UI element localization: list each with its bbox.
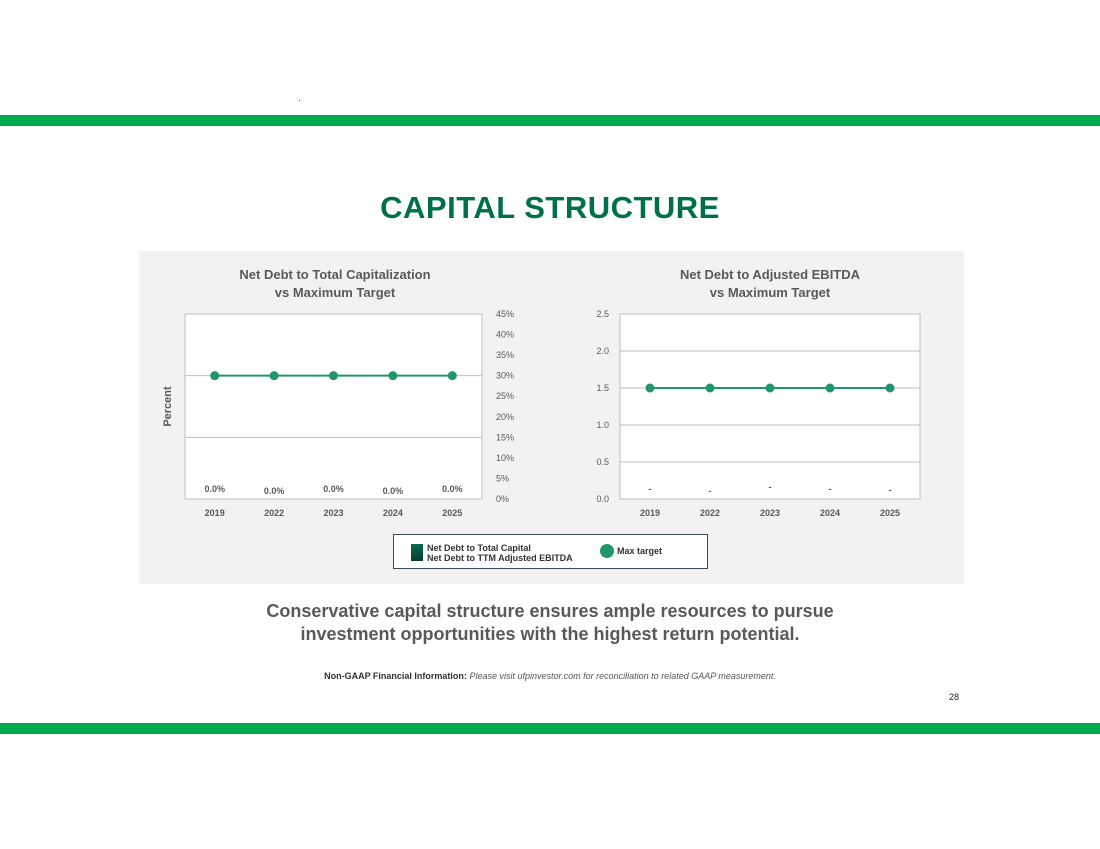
legend-marker-label: Max target (617, 546, 663, 556)
tagline-line-2: investment opportunities with the highest return potential. (300, 624, 800, 644)
y-tick-label: 1.5 (596, 383, 609, 393)
data-label: - (768, 482, 772, 492)
y-tick-label: 2.0 (596, 346, 609, 356)
x-tick-label: 2019 (639, 508, 661, 518)
max-target-point (329, 371, 338, 380)
data-label: 0.0% (263, 486, 285, 496)
plot-area-0 (185, 314, 482, 499)
page-number: 28 (949, 692, 960, 702)
page-title: CAPITAL STRUCTURE (380, 190, 720, 225)
tagline-line-1: Conservative capital structure ensures ample resources to pursue (266, 601, 834, 621)
max-target-point (706, 384, 715, 393)
plot-area-1 (620, 314, 920, 499)
max-target-point (766, 384, 775, 393)
data-label: 0.0% (382, 486, 404, 496)
y-tick-label: 5% (496, 473, 510, 484)
max-target-point (826, 384, 835, 393)
y-tick-label: 35% (496, 350, 515, 361)
y-tick-label: 45% (496, 309, 515, 319)
y-axis-label: Percent (162, 386, 174, 427)
chart-subtitle: vs Maximum Target (709, 285, 831, 300)
legend-bar-label-1: Net Debt to Total Capital (427, 543, 531, 553)
data-label: - (648, 484, 652, 494)
chart-legend (393, 534, 708, 569)
top-accent-bar (0, 115, 1100, 126)
max-target-point (886, 384, 895, 393)
y-tick-label: 2.5 (596, 309, 609, 319)
y-tick-label: 1.0 (596, 420, 609, 430)
x-tick-label: 2024 (382, 508, 403, 518)
y-tick-label: 25% (496, 391, 515, 402)
y-tick-label: 0.0 (596, 494, 609, 504)
legend-bar-swatch (411, 544, 423, 561)
stray-mark (299, 100, 300, 101)
data-label: - (708, 486, 712, 496)
legend-marker-swatch (600, 544, 614, 558)
x-tick-label: 2023 (323, 508, 344, 518)
y-tick-label: 20% (496, 411, 515, 422)
y-tick-label: 0% (496, 494, 510, 504)
x-tick-label: 2022 (699, 508, 721, 518)
y-tick-label: 15% (496, 432, 515, 443)
bottom-accent-bar (0, 723, 1100, 734)
y-tick-label: 10% (496, 452, 515, 463)
data-label: 0.0% (442, 484, 463, 494)
max-target-point (270, 371, 279, 380)
x-tick-label: 2019 (204, 508, 225, 518)
x-tick-label: 2022 (264, 508, 285, 518)
data-label: - (888, 485, 892, 495)
y-tick-label: 0.5 (596, 457, 609, 467)
max-target-point (388, 371, 397, 380)
x-tick-label: 2025 (442, 508, 463, 518)
max-target-point (210, 371, 219, 380)
x-tick-label: 2024 (819, 508, 841, 518)
y-tick-label: 40% (496, 329, 515, 340)
x-tick-label: 2025 (879, 508, 901, 518)
legend-bar-label-2: Net Debt to TTM Adjusted EBITDA (427, 553, 573, 563)
max-target-point (448, 371, 457, 380)
chart-title: Net Debt to Total Capitalization (239, 267, 431, 282)
data-label: - (828, 484, 832, 494)
chart-subtitle: vs Maximum Target (274, 285, 396, 300)
chart-title: Net Debt to Adjusted EBITDA (679, 267, 861, 282)
charts-panel (139, 251, 964, 584)
data-label: 0.0% (204, 484, 225, 494)
data-label: 0.0% (323, 484, 344, 494)
max-target-point (646, 384, 655, 393)
y-tick-label: 30% (496, 370, 515, 381)
x-tick-label: 2023 (759, 508, 781, 518)
non-gaap-footnote (0, 671, 1100, 681)
footnote-text: Please visit ufpinvestor.com for reconciliation to related GAAP measurement. (469, 671, 776, 681)
footnote-label: Non-GAAP Financial Information: (324, 671, 467, 681)
tagline (0, 600, 1100, 646)
